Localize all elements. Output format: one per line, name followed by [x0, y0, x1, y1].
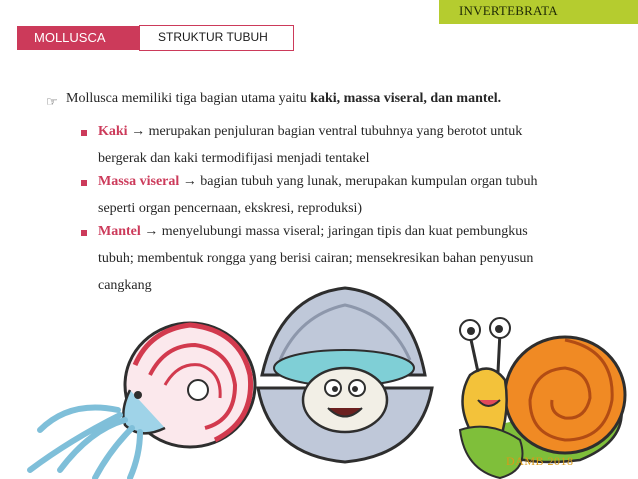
intro-plain: Mollusca memiliki tiga bagian utama yaitu — [66, 91, 311, 106]
item-kaki-line2: bergerak dan kaki termodifijasi menjadi tentakel — [98, 151, 370, 166]
list-item-kaki — [98, 118, 618, 172]
tab-struktur-label: STRUKTUR TUBUH — [158, 30, 268, 44]
item-mantel-line3: cangkang — [98, 278, 152, 293]
invertebrata-label: INVERTEBRATA — [459, 3, 558, 18]
tab-struktur-tubuh[interactable] — [139, 25, 294, 51]
invertebrata-badge — [439, 0, 638, 24]
item-mantel-line2: tubuh; membentuk rongga yang berisi cairan; mensekresikan bahan penyusun — [98, 251, 534, 266]
right-arrow-icon: → — [144, 224, 159, 239]
clam-illustration — [258, 288, 432, 462]
square-bullet-icon — [81, 180, 87, 186]
item-massa-line2: seperti organ pencernaan, ekskresi, reproduksi) — [98, 201, 363, 216]
item-mantel-line1: menyelubungi massa viseral; jaringan tipis dan kuat pembungkus — [161, 224, 528, 239]
list-item-massa-viseral — [98, 168, 618, 222]
right-arrow-icon: → — [182, 174, 197, 189]
intro-sentence — [66, 91, 501, 107]
square-bullet-icon — [81, 230, 87, 236]
hand-pointer-icon: ☞ — [46, 94, 58, 109]
intro-bold: kaki, massa viseral, dan mantel. — [310, 91, 502, 106]
term-massa-viseral: Massa viseral — [98, 174, 180, 189]
tab-mollusca[interactable] — [17, 26, 147, 50]
term-kaki: Kaki — [98, 124, 128, 139]
item-massa-line1: bagian tubuh yang lunak, merupakan kumpulan organ tubuh — [200, 174, 538, 189]
nautilus-illustration — [30, 323, 255, 478]
square-bullet-icon — [81, 130, 87, 136]
item-kaki-line1: merupakan penjuluran bagian ventral tubuhnya yang berotot untuk — [148, 124, 523, 139]
footer-date: DAMB 2018 — [506, 454, 574, 468]
term-mantel: Mantel — [98, 224, 141, 239]
tab-mollusca-label: MOLLUSCA — [34, 30, 106, 45]
right-arrow-icon: → — [131, 124, 146, 139]
mollusc-illustrations — [0, 280, 638, 479]
